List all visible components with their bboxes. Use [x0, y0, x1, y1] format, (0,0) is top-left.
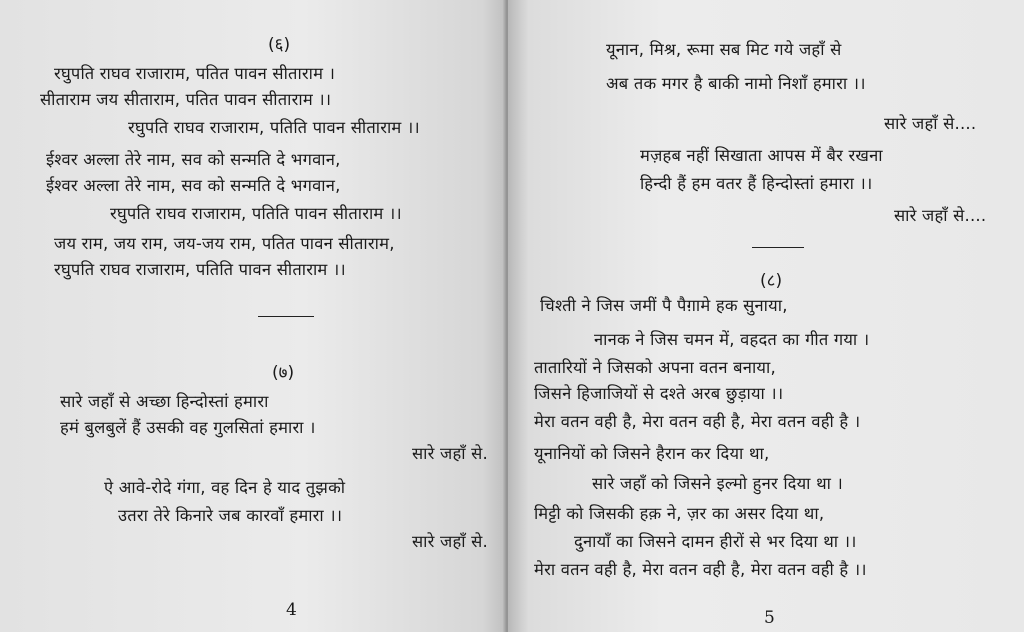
poem-6-line-3: रघुपति राघव राजाराम, पतिति पावन सीताराम ।।	[128, 118, 420, 137]
page-number-right: 5	[764, 608, 775, 628]
poem-7-cont-refrain-1: सारे जहाँ से....	[884, 114, 977, 133]
right-page	[508, 0, 1024, 632]
poem-7-refrain-1: सारे जहाँ से.	[412, 444, 488, 463]
poem-8-line-4: जिसने हिजाजियों से दश्ते अरब छुड़ाया ।।	[534, 384, 784, 403]
poem-6-line-5: ईश्वर अल्ला तेरे नाम, सव को सन्मति दे भगवान,	[46, 176, 341, 195]
poem-6-line-8: रघुपति राघव राजाराम, पतिति पावन सीताराम ।।	[54, 260, 346, 279]
poem-8-line-3: तातारियों ने जिसको अपना वतन बनाया,	[534, 358, 776, 377]
poem-7-number: (७)	[272, 363, 295, 383]
poem-7-line-4: उतरा तेरे किनारे जब कारवाँ हमारा ।।	[118, 506, 343, 525]
poem-8-line-2: नानक ने जिस चमन में, वहदत का गीत गया ।	[594, 330, 870, 349]
poem-6-line-6: रघुपति राघव राजाराम, पतिति पावन सीताराम ।।	[110, 204, 402, 223]
poem-8-refrain-1: मेरा वतन वही है, मेरा वतन वही है, मेरा वतन वही है ।	[534, 412, 861, 431]
poem-8-number: (८)	[760, 271, 783, 291]
poem-7-cont-line-1: यूनान, मिश्र, रूमा सब मिट गये जहाँ से	[606, 40, 842, 59]
poem-8-line-7: मिट्टी को जिसकी हक़ ने, ज़र का असर दिया था,	[534, 504, 825, 523]
poem-8-line-1: चिश्ती ने जिस जमीं पै पैग़ामे हक सुनाया,	[540, 296, 788, 315]
poem-8-line-6: सारे जहाँ को जिसने इल्मो हुनर दिया था ।	[592, 474, 843, 493]
poem-8-refrain-2: मेरा वतन वही है, मेरा वतन वही है, मेरा वतन वही है ।।	[534, 560, 867, 579]
poem-6-line-7: जय राम, जय राम, जय-जय राम, पतित पावन सीताराम,	[54, 234, 395, 253]
poem-7-line-3: ऐ आवे-रोदे गंगा, वह दिन हे याद तुझको	[104, 478, 346, 497]
poem-7-refrain-2: सारे जहाँ से.	[412, 532, 488, 551]
poem-6-line-4: ईश्वर अल्ला तेरे नाम, सव को सन्मति दे भगवान,	[46, 150, 341, 169]
poem-7-line-1: सारे जहाँ से अच्छा हिन्दोस्तां हमारा	[60, 392, 269, 411]
poem-7-line-2: हमं बुलबुलें हैं उसकी वह गुलसितां हमारा ।	[60, 418, 316, 437]
poem-7-cont-line-3: मज़हब नहीं सिखाता आपस में बैर रखना	[640, 146, 883, 165]
page-number-left: 4	[286, 600, 297, 620]
left-page	[0, 0, 508, 632]
poem-6-line-2: सीताराम जय सीताराम, पतित पावन सीताराम ।।	[40, 90, 332, 109]
poem-7-cont-line-2: अब तक मगर है बाकी नामो निशाँ हमारा ।।	[606, 74, 866, 93]
poem-7-cont-line-4: हिन्दी हैं हम वतर हैं हिन्दोस्तां हमारा ।।	[640, 174, 873, 193]
poem-8-line-8: दुनायाँ का जिसने दामन हीरों से भर दिया था ।।	[574, 532, 857, 551]
poem-6-line-1: रघुपति राघव राजाराम, पतित पावन सीताराम ।	[54, 64, 336, 83]
poem-6-number: (६)	[268, 35, 291, 55]
poem-7-cont-refrain-2: सारे जहाँ से....	[894, 206, 987, 225]
poem-8-line-5: यूनानियों को जिसने हैरान कर दिया था,	[534, 444, 770, 463]
section-divider	[258, 316, 314, 317]
section-divider	[752, 247, 804, 248]
